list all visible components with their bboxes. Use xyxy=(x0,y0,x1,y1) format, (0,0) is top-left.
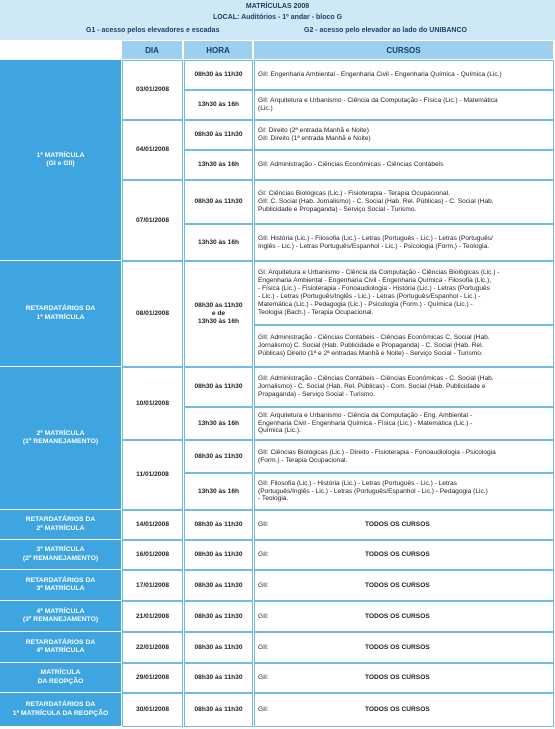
courses-cell xyxy=(254,473,554,510)
courses-text: GII: Administração - Ciências Contábeis - Ciências Econômicas - C. Social (Hab. Jornalismo) - C. Social (Hab. Rel. Públicas) - Com. Social (Hab. Publicidade e Propaganda) - Serviço Social - Turismo. xyxy=(258,375,494,398)
all-courses-label: TODOS OS CURSOS xyxy=(365,581,430,589)
courses-text: GII: Administração - Ciências Econômicas - Ciências Contábeis xyxy=(258,161,444,169)
courses-cell xyxy=(254,407,554,440)
header-banner xyxy=(0,0,555,40)
section-label xyxy=(0,510,121,540)
section-label xyxy=(0,632,121,663)
date-cell: 03/01/2008 xyxy=(122,60,183,120)
date-cell: 08/01/2008 xyxy=(122,261,183,367)
section-label-text: RETARDATÁRIOS DA 2ª MATRÍCULA xyxy=(25,516,96,532)
courses-cell xyxy=(254,693,554,727)
group-prefix: GII: xyxy=(258,612,269,620)
hour-cell: 08h30 às 11h30 xyxy=(184,693,253,727)
group-prefix: GII: xyxy=(258,674,269,682)
courses-cell xyxy=(254,325,554,367)
courses-cell xyxy=(254,632,554,663)
hour-cell: 08h30 às 11h30 xyxy=(184,180,253,224)
hour-cell: 13h30 às 16h xyxy=(184,473,253,510)
section-label xyxy=(0,693,121,727)
date-cell: 30/01/2008 xyxy=(122,693,183,727)
courses-text: GI: Ciências Biológicas (Lic.) - Fisioterapia - Terapia Ocupacional. GII: C. Social (Hab. Jornalismo) - C. Social (Hab. Rel. Públicas) - C. Social (Hab. Publicidade e Propaganda) - Serviço Social - Turismo. xyxy=(258,190,494,213)
all-courses-label: TODOS OS CURSOS xyxy=(365,706,430,714)
hour-cell xyxy=(184,261,253,367)
courses-cell xyxy=(254,120,554,150)
courses-cell xyxy=(254,601,554,632)
column-header-cursos: CURSOS xyxy=(254,41,553,59)
all-courses-label: TODOS OS CURSOS xyxy=(365,521,430,529)
column-header-hora: HORA xyxy=(184,41,252,59)
section-label-text: RETARDATÁRIOS DA 3ª MATRÍCULA xyxy=(25,576,96,592)
date-cell: 11/01/2008 xyxy=(122,440,183,510)
courses-cell xyxy=(254,663,554,693)
group-prefix: GII: xyxy=(258,706,269,714)
hour-cell: 08h30 às 11h30 xyxy=(184,367,253,407)
hour-cell: 08h30 às 11h30 xyxy=(184,540,253,570)
hour-cell-text: 08h30 às 11h30 e de 13h30 às 16h xyxy=(194,302,243,325)
courses-cell xyxy=(254,90,554,120)
date-cell: 21/01/2008 xyxy=(122,601,183,632)
courses-cell xyxy=(254,367,554,407)
section-label xyxy=(0,601,121,632)
hour-cell: 08h30 às 11h30 xyxy=(184,632,253,663)
hour-cell: 13h30 às 16h xyxy=(184,150,253,180)
location-text: LOCAL: Auditórios - 1º andar - bloco G xyxy=(212,14,343,21)
date-cell: 29/01/2008 xyxy=(122,663,183,693)
hour-cell: 08h30 às 11h30 xyxy=(184,601,253,632)
group-prefix: GII: xyxy=(258,521,269,529)
courses-text: GI: Direito (2ª entrada Manhã e Noite) GII: Direito (1ª entrada Manhã e Noite) xyxy=(258,127,371,142)
section-label-text: RETARDATÁRIOS DA 1ª MATRÍCULA DA REOPÇÃO xyxy=(12,701,109,717)
date-cell: 22/01/2008 xyxy=(122,632,183,663)
section-label xyxy=(0,540,121,570)
all-courses-label: TODOS OS CURSOS xyxy=(365,612,430,620)
courses-cell xyxy=(254,60,554,90)
section-label-text: 3ª MATRÍCULA (2º REMANEJAMENTO) xyxy=(22,546,99,562)
column-header-dia: DIA xyxy=(122,41,182,59)
date-cell: 17/01/2008 xyxy=(122,570,183,601)
courses-cell xyxy=(254,540,554,570)
section-label xyxy=(0,60,121,261)
date-cell: 07/01/2008 xyxy=(122,180,183,261)
hour-cell: 13h30 às 16h xyxy=(184,224,253,261)
page-title: MATRÍCULAS 2008 xyxy=(245,3,310,10)
hour-cell: 13h30 às 16h xyxy=(184,407,253,440)
courses-cell xyxy=(254,180,554,224)
courses-text: GII: Filosofia (Lic.) - História (Lic.) - Letras (Português - Lic.) - Letras (Português/Inglês - Lic.) - Letras (Português/Espanhol - Lic.) - Pedagogia (Lic.) - Teologia. xyxy=(258,479,488,503)
courses-text: GII: História (Lic.) - Filosofia (Lic.) - Letras (Português - Lic.) - Letras (Português/ Inglês - Lic.) - Letras Português/Espanhol - Lic.) - Psicologia (Form.) - Teologia. xyxy=(258,234,493,250)
group-prefix: GII: xyxy=(258,581,269,589)
section-label xyxy=(0,570,121,601)
all-courses-label: TODOS OS CURSOS xyxy=(365,643,430,651)
hour-cell: 08h30 às 11h30 xyxy=(184,510,253,540)
courses-text: GII: Administração - Ciências Contábeis - Ciências Econômicas C. Social (Hab. Jornalismo) C. Social (Hab. Publicidade e Propaganda) - C. Social (Hab. Rel. Públicas) Direito (1ª e 2ª entradas Manhã e Noite) - Serviço Social - Turismo. xyxy=(258,334,490,357)
hour-cell: 08h30 às 11h30 xyxy=(184,60,253,90)
g2-access-note: G2 - acesso pelo elevador ao lado do UNIBANCO xyxy=(304,27,467,34)
courses-text: GII: Arquitetura e Urbanismo - Ciência da Computação - Física (Lic.) - Matemática (Lic.) xyxy=(258,97,498,112)
hour-cell: 08h30 às 11h30 xyxy=(184,570,253,601)
courses-cell xyxy=(254,261,554,325)
section-label-text: MATRÍCULA DA REOPÇÃO xyxy=(37,669,84,685)
group-prefix: GII: xyxy=(258,643,269,651)
hour-cell: 08h30 às 11h30 xyxy=(184,663,253,693)
section-label xyxy=(0,663,121,693)
section-label xyxy=(0,261,121,367)
courses-cell xyxy=(254,150,554,180)
section-label-text: RETARDATÁRIOS DA 4ª MATRÍCULA xyxy=(25,638,96,654)
courses-cell xyxy=(254,510,554,540)
courses-cell xyxy=(254,440,554,473)
section-label-text: RETARDATÁRIOS DA 1ª MATRÍCULA xyxy=(25,305,96,321)
date-cell: 16/01/2008 xyxy=(122,540,183,570)
hour-cell: 13h30 às 16h xyxy=(184,90,253,120)
courses-cell xyxy=(254,224,554,261)
hour-cell: 08h30 às 11h30 xyxy=(184,440,253,473)
courses-text: GII: Arquitetura e Urbanismo - Ciência da Computação - Eng. Ambiental - Engenharia Civil - Engenharia Química - Física (Lic.) - Matemática (Lic.) - Química (Lic.). xyxy=(258,411,473,435)
courses-text: GII: Engenharia Ambiental - Engenharia Civil - Engenharia Química - Química (Lic.) xyxy=(258,71,502,79)
hour-cell: 08h30 às 11h30 xyxy=(184,120,253,150)
courses-text: GI: Arquitetura e Urbanismo - Ciência da Computação - Ciências Biológicas (Lic.) - Engenharia Ambiental - Engenharia Civil - Engenharia Química - Filosofia (Lic.), - Física (Lic.) - Fisioterapia - Fonoaudiologia - História (Lic.) - Letras (Português - Lic.) - Letras (Português/Inglês - Lic.) - Letras (Português/Espanhol - Lic.) - Matemática (Lic.) - Pedagogia (Lic.) - Psicologia (Form.) - Química (Lic.) - Teologia (Bach.) - Terapia Ocupacional. xyxy=(258,269,500,316)
date-cell: 14/01/2008 xyxy=(122,510,183,540)
courses-text: GII: Ciências Biológicas (Lic.) - Direito - Fisioterapia - Fonoaudiologia - Psicologia (Form.) - Terapia Ocupacional. xyxy=(258,448,496,464)
group-prefix: GII: xyxy=(258,551,269,559)
section-label-text: 2ª MATRÍCULA (1º REMANEJAMENTO) xyxy=(22,429,99,445)
section-label xyxy=(0,367,121,510)
section-label-text: 4ª MATRÍCULA (3º REMANEJAMENTO) xyxy=(22,607,99,623)
all-courses-label: TODOS OS CURSOS xyxy=(365,551,430,559)
date-cell: 10/01/2008 xyxy=(122,367,183,440)
courses-cell xyxy=(254,570,554,601)
all-courses-label: TODOS OS CURSOS xyxy=(365,674,430,682)
g1-access-note: G1 - acesso pelos elevadores e escadas xyxy=(86,27,220,34)
section-label-text: 1ª MATRÍCULA (GI e GII) xyxy=(36,151,85,167)
date-cell: 04/01/2008 xyxy=(122,120,183,180)
